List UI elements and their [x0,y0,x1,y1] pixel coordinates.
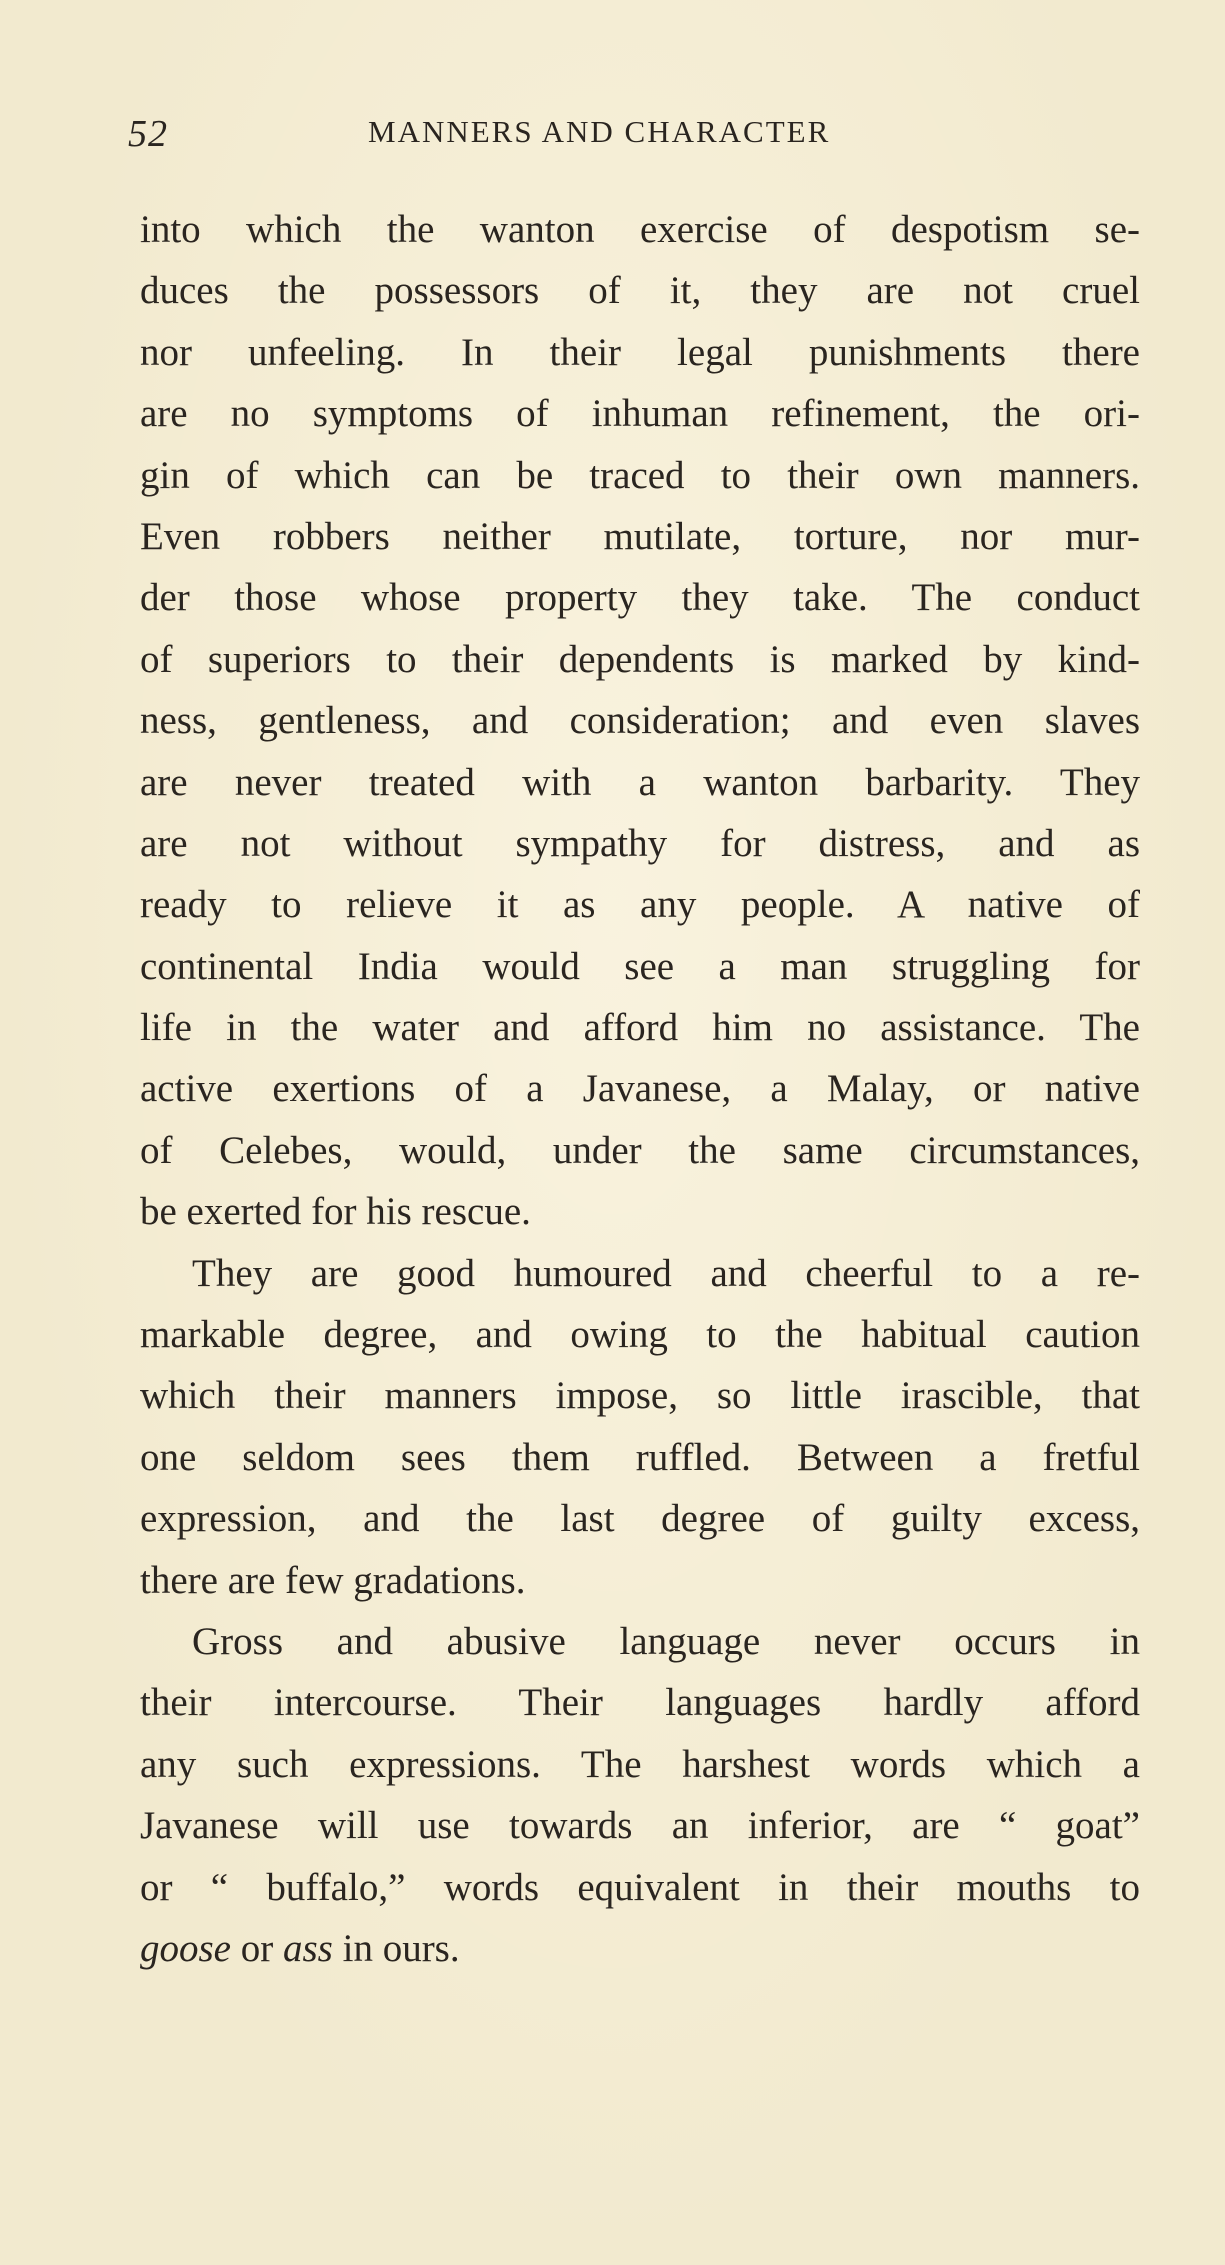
text-line: are never treated with a wanton barbarity. They [140,760,1140,804]
text-line: nor unfeeling. In their legal punishments there [140,330,1140,374]
text-line: are not without sympathy for distress, and as [140,821,1140,865]
text-line: markable degree, and owing to the habitual caution [140,1313,1140,1357]
running-title: MANNERS AND CHARACTER [368,114,831,149]
text-line: their intercourse. Their languages hardly afford [140,1681,1140,1725]
text-line: duces the possessors of it, they are not cruel [140,269,1140,313]
text-fragment: in ours. [332,1926,460,1970]
text-line: of Celebes, would, under the same circumstances, [140,1128,1140,1172]
text-line: expression, and the last degree of guilty excess, [140,1497,1140,1541]
page-number: 52 [128,113,168,155]
text-fragment: or [231,1926,283,1970]
text-line: of superiors to their dependents is marked by kind- [140,637,1140,681]
running-head [128,112,1128,162]
text-line: one seldom sees them ruffled. Between a fretful [140,1435,1140,1479]
text-line: gin of which can be traced to their own manners. [140,453,1140,497]
paragraph-end-line: there are few gradations. [140,1558,526,1602]
text-line: der those whose property they take. The conduct [140,576,1140,620]
text-line: are no symptoms of inhuman refinement, the ori- [140,392,1140,436]
text-line: active exertions of a Javanese, a Malay, or native [140,1067,1140,1111]
italic-word: goose [140,1926,231,1970]
text-line: Javanese will use towards an inferior, are “ goat” [140,1804,1140,1848]
text-line: continental India would see a man struggling for [140,944,1140,988]
italic-word: ass [283,1926,333,1970]
text-line: Even robbers neither mutilate, torture, nor mur- [140,514,1140,558]
text-line: into which the wanton exercise of despotism se- [140,208,1140,251]
text-line: or “ buffalo,” words equivalent in their mouths to [140,1865,1140,1909]
text-line: life in the water and afford him no assistance. The [140,1006,1140,1050]
paragraph-end-line [140,1918,1140,1979]
paragraph-start-line: They are good humoured and cheerful to a re- [192,1251,1140,1295]
text-line: any such expressions. The harshest words which a [140,1742,1140,1786]
paragraph-start-line: Gross and abusive language never occurs in [192,1619,1140,1663]
body-text [140,199,1140,1979]
text-line: ness, gentleness, and consideration; and even slaves [140,699,1140,743]
text-line: which their manners impose, so little irascible, that [140,1374,1140,1418]
paragraph-end-line: be exerted for his rescue. [140,1190,531,1234]
text-line: ready to relieve it as any people. A native of [140,883,1140,927]
